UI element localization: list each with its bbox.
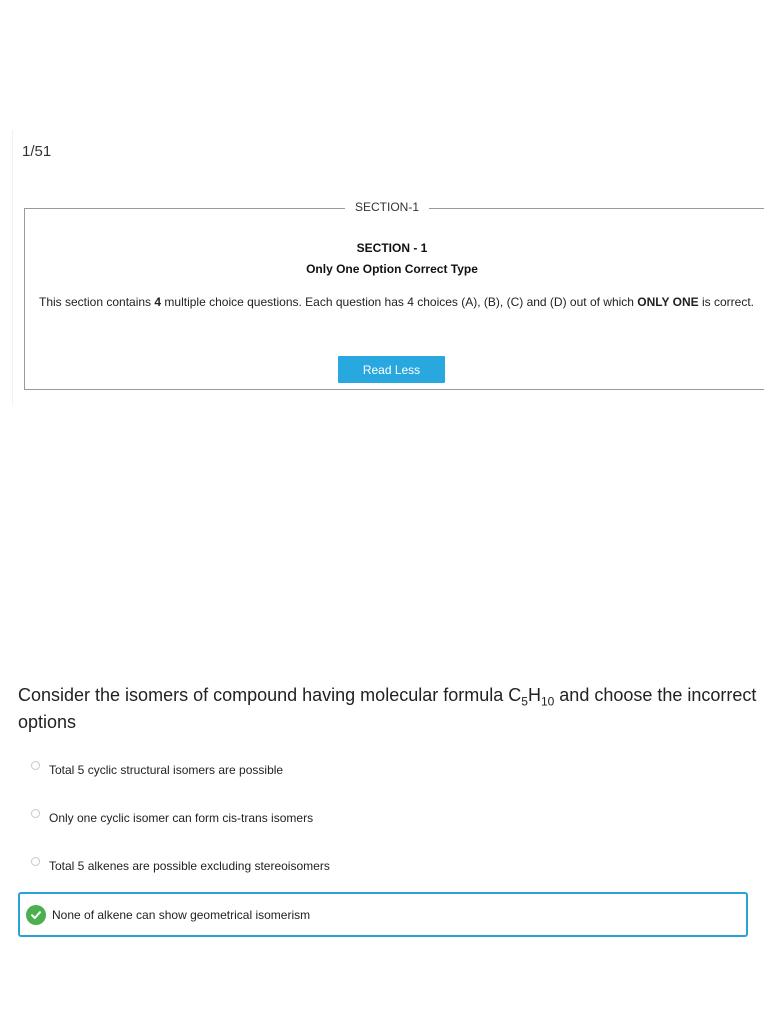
option-d-selected[interactable] — [18, 892, 748, 937]
option-label: None of alkene can show geometrical isomerism — [52, 907, 311, 922]
option-a[interactable] — [18, 748, 748, 792]
radio-icon[interactable] — [31, 761, 40, 770]
option-label: Only one cyclic isomer can form cis-trans isomers — [49, 811, 314, 825]
option-b[interactable] — [18, 796, 748, 840]
legend-line-right — [429, 208, 764, 209]
desc-emphasis: ONLY ONE — [637, 295, 699, 309]
desc-count: 4 — [154, 295, 162, 309]
section-description — [39, 292, 755, 312]
desc-text-3: is correct. — [698, 295, 754, 309]
read-less-button[interactable]: Read Less — [338, 356, 445, 383]
desc-text-2: multiple choice questions. Each question has 4 choices (A), (B), (C) and (D) out of which — [161, 295, 638, 309]
question-text-start: Consider the isomers of compound having molecular formula C — [18, 685, 522, 705]
option-label: Total 5 cyclic structural isomers are possible — [49, 763, 284, 777]
section-heading: SECTION - 1 — [356, 241, 428, 255]
desc-text-1: This section contains — [39, 295, 155, 309]
formula-subscript-10: 10 — [540, 694, 555, 709]
radio-icon[interactable] — [31, 809, 40, 818]
section-legend: SECTION-1 — [345, 200, 429, 214]
legend-line-left — [25, 208, 345, 209]
check-circle-icon[interactable] — [26, 905, 46, 925]
question-counter: 1/51 — [22, 143, 52, 160]
question-text-end: and choose the incorrect options — [18, 685, 757, 732]
section-subheading: Only One Option Correct Type — [306, 262, 478, 276]
question-text — [18, 685, 758, 732]
formula-subscript-5: 5 — [521, 694, 528, 709]
section-panel — [24, 200, 764, 390]
option-label: Total 5 alkenes are possible excluding stereoisomers — [49, 859, 330, 873]
formula-hydrogen: H — [527, 685, 541, 705]
radio-icon[interactable] — [31, 857, 40, 866]
left-divider — [12, 130, 13, 405]
option-c[interactable] — [18, 844, 748, 888]
